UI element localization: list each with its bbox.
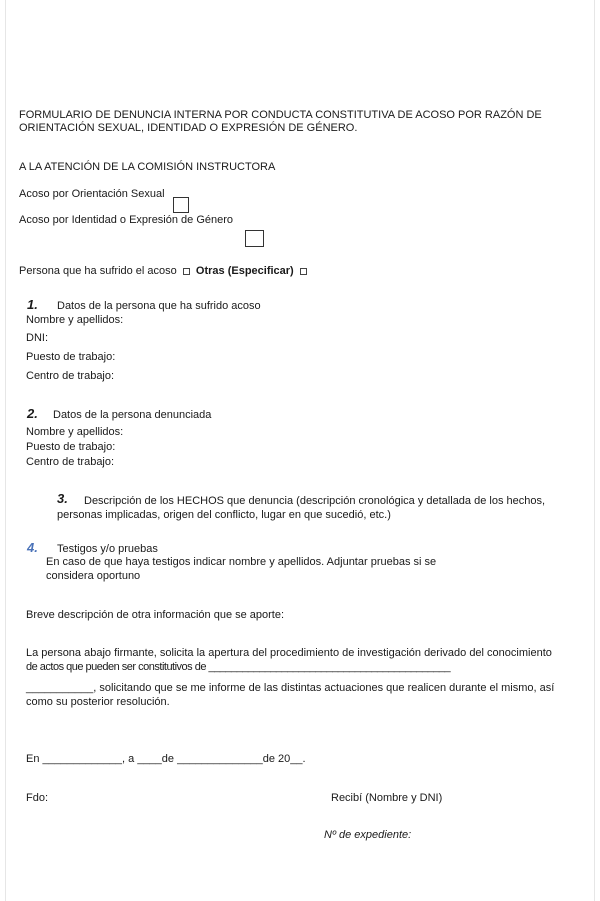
- request-line-4: como su posterior resolución.: [26, 696, 170, 708]
- section-1-heading: Datos de la persona que ha sufrido acoso: [57, 300, 261, 312]
- fdo-label: Fdo:: [26, 792, 49, 804]
- option-orientacion-label: Acoso por Orientación Sexual: [19, 188, 165, 200]
- page-edge-left: [5, 0, 6, 901]
- victim-job-field: Puesto de trabajo:: [26, 351, 116, 363]
- section-4-heading: Testigos y/o pruebas: [57, 543, 158, 555]
- section-3-number: 3.: [57, 491, 68, 506]
- section-2-heading: Datos de la persona denunciada: [53, 409, 212, 421]
- section-4-line-1: En caso de que haya testigos indicar nombre y apellidos. Adjuntar pruebas si se: [46, 556, 437, 568]
- request-line-1: La persona abajo firmante, solicita la apertura del procedimiento de investigación derivado del conocimiento: [26, 647, 552, 659]
- persona-label: Persona que ha sufrido el acoso: [19, 265, 177, 277]
- expediente-label: Nº de expediente:: [324, 829, 412, 841]
- victim-center-field: Centro de trabajo:: [26, 370, 115, 382]
- form-title-line-1: FORMULARIO DE DENUNCIA INTERNA POR CONDUCTA CONSTITUTIVA DE ACOSO POR RAZÓN DE: [19, 109, 542, 121]
- victim-dni-field: DNI:: [26, 332, 48, 344]
- otras-label: Otras (Especificar): [195, 265, 294, 277]
- page-edge-right: [594, 0, 595, 901]
- section-4-line-2: considera oportuno: [46, 570, 141, 582]
- section-3-line-2: personas implicadas, origen del conflicto, lugar en que sucedió, etc.): [57, 509, 391, 521]
- identidad-checkbox[interactable]: [245, 230, 264, 247]
- recibi-label: Recibí (Nombre y DNI): [331, 792, 443, 804]
- orientacion-checkbox[interactable]: [173, 197, 189, 213]
- persona-checkbox[interactable]: [183, 268, 190, 275]
- persona-line: [19, 265, 310, 278]
- form-title-line-2: ORIENTACIÓN SEXUAL, IDENTIDAD O EXPRESIÓN DE GÉNERO.: [19, 122, 358, 134]
- breve-descripcion: Breve descripción de otra información que se aporte:: [26, 609, 285, 621]
- section-2-number: 2.: [27, 406, 38, 421]
- request-line-2: de actos que pueden ser constitutivos de ___________________________________________: [26, 661, 451, 673]
- section-3-line-1: Descripción de los HECHOS que denuncia (descripción cronológica y detallada de los hechos,: [84, 495, 546, 507]
- otras-checkbox[interactable]: [300, 268, 307, 275]
- section-1-number: 1.: [27, 297, 38, 312]
- date-line: En _____________, a ____de ______________de 20__.: [26, 753, 306, 765]
- option-identidad-label: Acoso por Identidad o Expresión de Género: [19, 214, 234, 226]
- request-line-3: ___________, solicitando que se me informe de las distintas actuaciones que realicen durante el mismo, así: [26, 682, 555, 694]
- attention-heading: A LA ATENCIÓN DE LA COMISIÓN INSTRUCTORA: [19, 161, 276, 173]
- accused-name-field: Nombre y apellidos:: [26, 426, 124, 438]
- victim-name-field: Nombre y apellidos:: [26, 314, 124, 326]
- section-4-number: 4.: [27, 540, 38, 555]
- accused-job-field: Puesto de trabajo:: [26, 441, 116, 453]
- accused-center-field: Centro de trabajo:: [26, 456, 115, 468]
